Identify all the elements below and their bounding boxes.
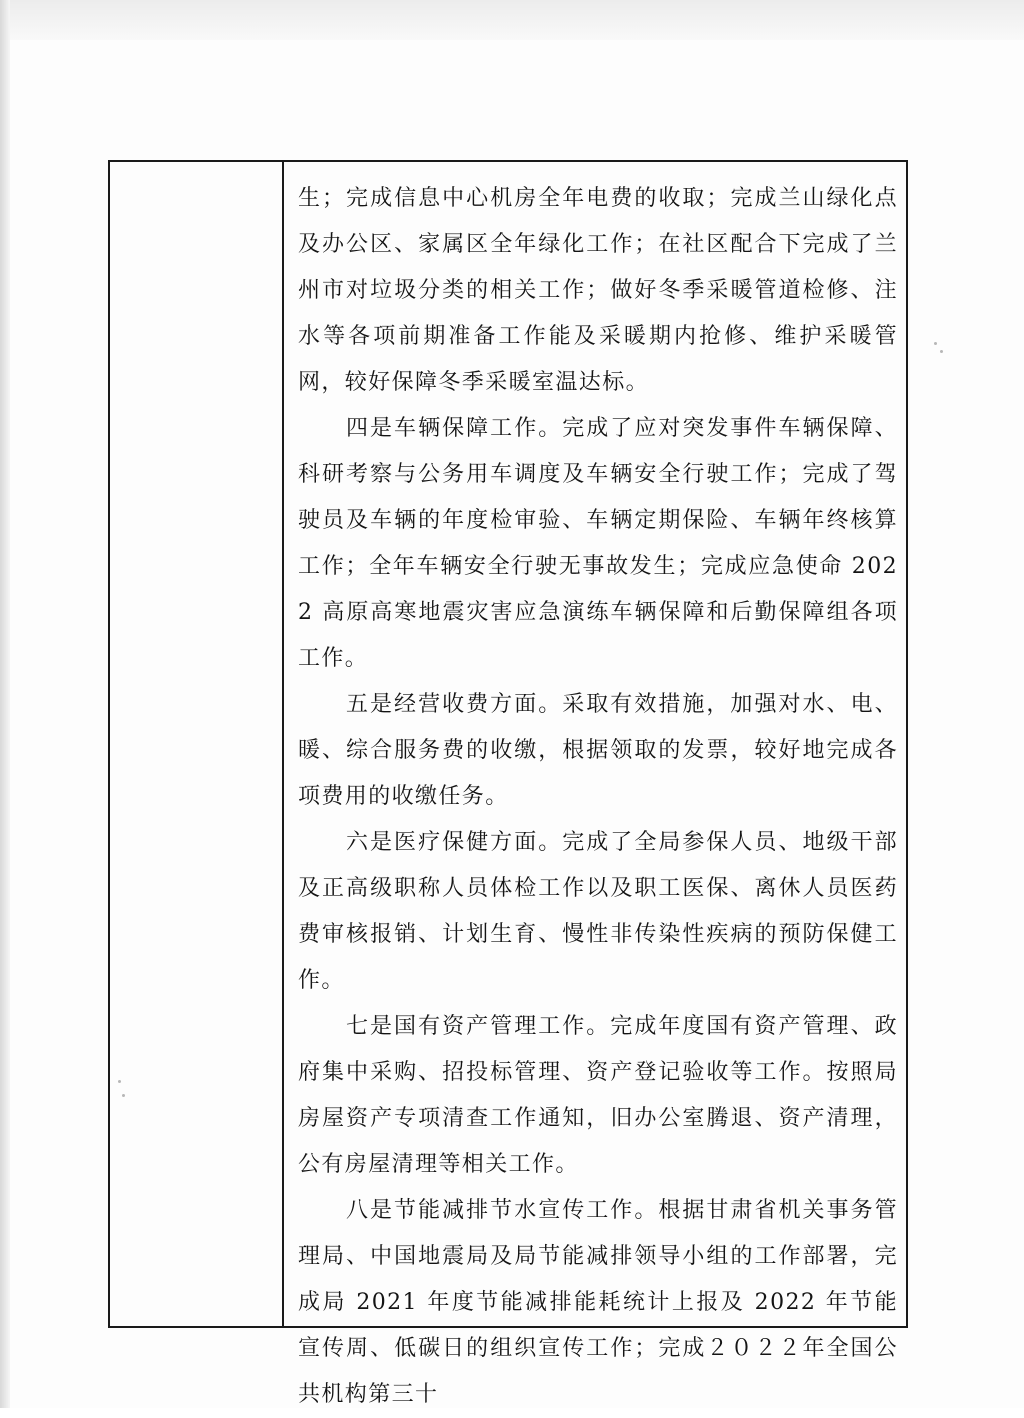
report-table xyxy=(108,160,908,1407)
scan-shadow-top xyxy=(0,0,1024,40)
scan-speck xyxy=(940,350,943,353)
paragraph-energy-saving: 八是节能减排节水宣传工作。根据甘肃省机关事务管理局、中国地震局及局节能减排领导小组的工作部署，完成局 2021 年度节能减排能耗统计上报及 2022 年节能宣传周、低碳日的组织宣传工作；完成２０２２年全国公共机构第三十 xyxy=(298,1198,898,1407)
table-content-cell xyxy=(298,176,898,1407)
paragraph-vehicle-support: 四是车辆保障工作。完成了应对突发事件车辆保障、科研考察与公务用车调度及车辆安全行驶工作；完成了驾驶员及车辆的年度检审验、车辆定期保险、车辆年终核算工作；全年车辆安全行驶无事故发生；完成应急使命 2022 高原高寒地震灾害应急演练车辆保障和后勤保障组各项工作。 xyxy=(298,416,898,671)
paragraph-continuation: 生；完成信息中心机房全年电费的收取；完成兰山绿化点及办公区、家属区全年绿化工作；在社区配合下完成了兰州市对垃圾分类的相关工作；做好冬季采暖管道检修、注水等各项前期准备工作能及采暖期内抢修、维护采暖管网，较好保障冬季采暖室温达标。 xyxy=(298,186,898,395)
paragraph-fee-collection: 五是经营收费方面。采取有效措施，加强对水、电、暖、综合服务费的收缴，根据领取的发票，较好地完成各项费用的收缴任务。 xyxy=(298,692,898,809)
paragraph-state-assets: 七是国有资产管理工作。完成年度国有资产管理、政府集中采购、招投标管理、资产登记验收等工作。按照局房屋资产专项清查工作通知，旧办公室腾退、资产清理，公有房屋清理等相关工作。 xyxy=(298,1014,898,1177)
scan-shadow-left xyxy=(0,0,10,1408)
table-column-divider xyxy=(282,162,284,1326)
table-label-cell xyxy=(110,162,282,1326)
scan-speck xyxy=(934,342,937,345)
paragraph-medical-care: 六是医疗保健方面。完成了全局参保人员、地级干部及正高级职称人员体检工作以及职工医保、离休人员医药费审核报销、计划生育、慢性非传染性疾病的预防保健工作。 xyxy=(298,830,898,993)
